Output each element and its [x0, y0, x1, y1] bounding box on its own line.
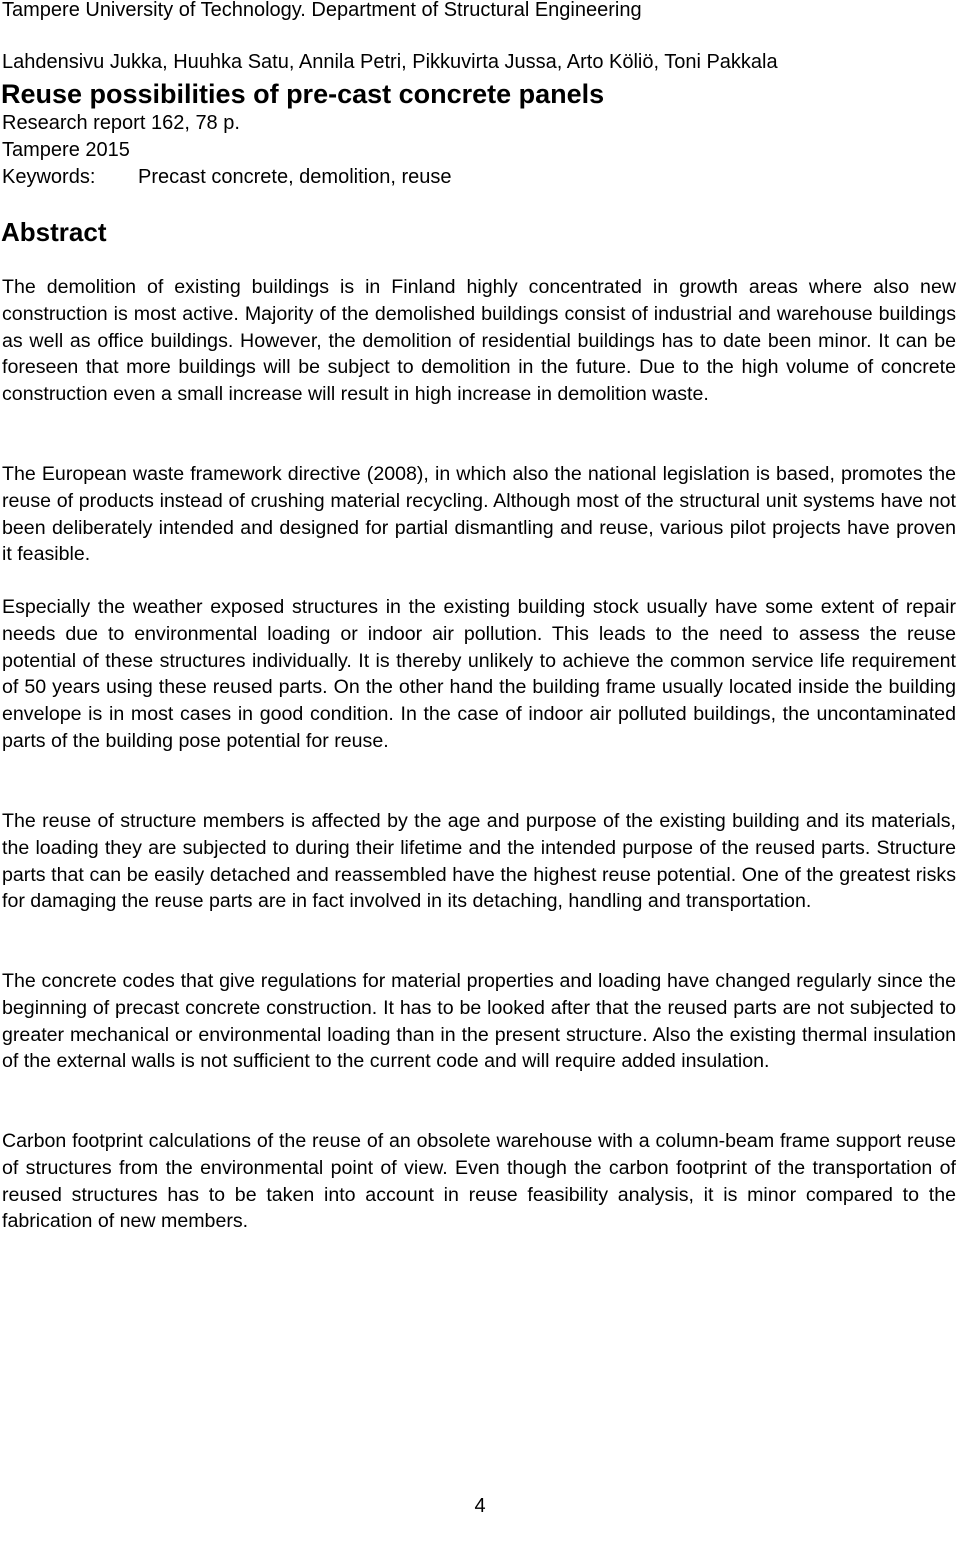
abstract-heading: Abstract — [1, 217, 107, 247]
keywords-label: Keywords: — [2, 166, 96, 188]
keywords-line — [2, 165, 452, 189]
page-number: 4 — [474, 1495, 486, 1517]
place-year: Tampere 2015 — [2, 139, 130, 161]
keywords-value: Precast concrete, demolition, reuse — [138, 166, 452, 188]
abstract-paragraph-5: The concrete codes that give regulations for material properties and loading have changed regularly since the beginning of precast concrete construction. It has to be looked after that the reused parts are not subjected to greater mechanical or environmental loading than in the present structure. Also the existing thermal insulation of the external walls is not sufficient to the current code and will require added insulation. — [2, 970, 956, 1073]
report-title: Reuse possibilities of pre-cast concrete panels — [1, 79, 605, 109]
abstract-paragraph-3: Especially the weather exposed structures in the existing building stock usually have some extent of repair needs due to environmental loading or indoor air pollution. This leads to the need to assess the reuse potential of these structures individually. It is thereby unlikely to achieve the common service life requirement of 50 years using these reused parts. On the other hand the building frame usually located inside the building envelope is in most cases in good condition. In the case of indoor air polluted buildings, the uncontaminated parts of the building pose potential for reuse. — [2, 596, 956, 752]
abstract-paragraph-1: The demolition of existing buildings is in Finland highly concentrated in growth areas where also new construction is most active. Majority of the demolished buildings consist of industrial and warehouse buildings as well as office buildings. However, the demolition of residential buildings has to date been minor. It can be foreseen that more buildings will be subject to demolition in the future. Due to the high volume of concrete construction even a small increase will result in high increase in demolition waste. — [2, 276, 956, 406]
authors-line: Lahdensivu Jukka, Huuhka Satu, Annila Petri, Pikkuvirta Jussa, Arto Köliö, Toni Pakkala — [2, 51, 778, 73]
abstract-paragraph-2: The European waste framework directive (2008), in which also the national legislation is based, promotes the reuse of products instead of crushing material recycling. Although most of the structural unit systems have not been deliberately intended and designed for partial dismantling and reuse, various pilot projects have proven it feasible. — [2, 463, 956, 566]
abstract-paragraph-6: Carbon footprint calculations of the reuse of an obsolete warehouse with a column-beam frame support reuse of structures from the environmental point of view. Even though the carbon footprint of the transportation of reused structures has to be taken into account in reuse feasibility analysis, it is minor compared to the fabrication of new members. — [2, 1130, 956, 1233]
report-info: Research report 162, 78 p. — [2, 112, 240, 134]
institution-line: Tampere University of Technology. Department of Structural Engineering — [2, 0, 642, 21]
abstract-paragraph-4: The reuse of structure members is affected by the age and purpose of the existing building and its materials, the loading they are subjected to during their lifetime and the intended purpose of the reused parts. Structure parts that can be easily detached and reassembled have the highest reuse potential. One of the greatest risks for damaging the reuse parts are in fact involved in its detaching, handling and transportation. — [2, 810, 956, 913]
